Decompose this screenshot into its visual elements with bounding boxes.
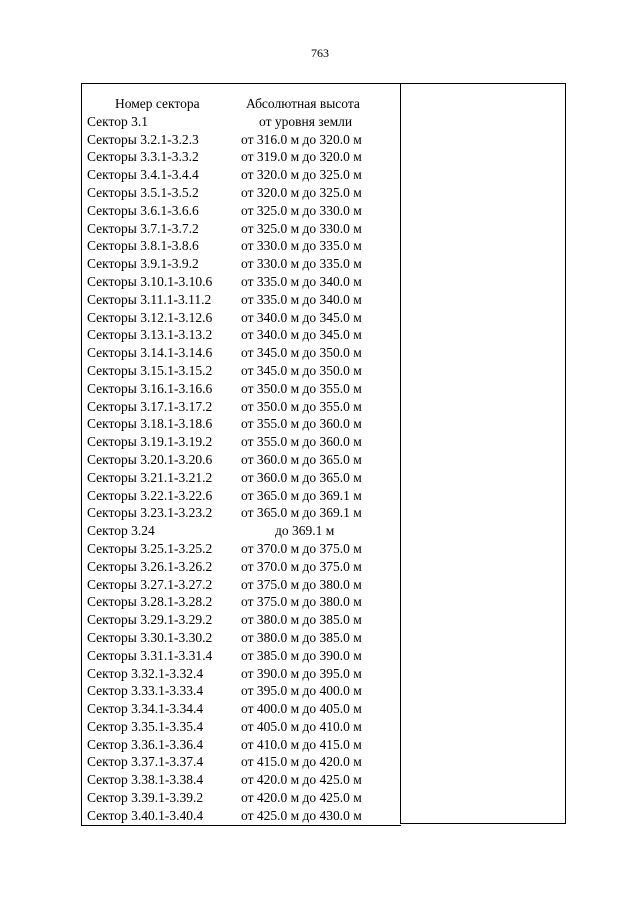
sector-cell: Сектор 3.34.1-3.34.4 [87,701,204,717]
height-cell: от 360.0 м до 365.0 м [241,451,362,467]
height-cell: от 330.0 м до 335.0 м [241,256,362,272]
table-row [81,469,400,487]
height-cell: от 420.0 м до 425.0 м [241,790,362,806]
table-row [81,487,400,505]
sector-cell: Секторы 3.20.1-3.20.6 [87,451,213,467]
table-row [81,166,400,184]
height-cell: от 390.0 м до 395.0 м [241,665,362,681]
table-row [81,451,400,469]
height-cell: от 345.0 м до 350.0 м [241,362,362,378]
height-cell: от 340.0 м до 345.0 м [241,309,362,325]
table-row [81,593,400,611]
height-cell: от 320.0 м до 325.0 м [241,167,362,183]
sector-cell: Секторы 3.15.1-3.15.2 [87,362,213,378]
height-cell: от 415.0 м до 420.0 м [241,754,362,770]
sector-cell: Сектор 3.35.1-3.35.4 [87,718,204,734]
table-row [81,789,400,807]
height-cell: от 400.0 м до 405.0 м [241,701,362,717]
sector-cell: Секторы 3.16.1-3.16.6 [87,380,213,396]
table-row [81,309,400,327]
table-row [81,700,400,718]
table-row [81,237,400,255]
table-row [81,771,400,789]
sector-cell: Секторы 3.5.1-3.5.2 [87,184,199,200]
sector-cell: Сектор 3.39.1-3.39.2 [87,790,204,806]
table-row [81,398,400,416]
height-cell: от 345.0 м до 350.0 м [241,345,362,361]
table-row [81,611,400,629]
table-row [81,682,400,700]
height-cell: от 350.0 м до 355.0 м [241,398,362,414]
table-row [81,522,400,540]
table-row [81,148,400,166]
sector-cell: Секторы 3.28.1-3.28.2 [87,594,213,610]
sector-cell: Сектор 3.37.1-3.37.4 [87,754,204,770]
table-header-row [81,95,400,113]
sector-cell: Секторы 3.10.1-3.10.6 [87,273,213,289]
table-row [81,131,400,149]
sector-cell: Секторы 3.30.1-3.30.2 [87,629,213,645]
table-row [81,433,400,451]
height-cell: от 385.0 м до 390.0 м [241,647,362,663]
table-row [81,362,400,380]
header-sector-number: Номер сектора [115,96,200,111]
table-row [81,220,400,238]
sector-cell: Секторы 3.7.1-3.7.2 [87,220,199,236]
sector-cell: Секторы 3.22.1-3.22.6 [87,487,213,503]
sector-cell: Секторы 3.23.1-3.23.2 [87,505,213,521]
sector-cell: Секторы 3.27.1-3.27.2 [87,576,213,592]
height-cell: от 370.0 м до 375.0 м [241,558,362,574]
table-right-column [400,83,566,824]
height-cell: от 375.0 м до 380.0 м [241,576,362,592]
height-cell: до 369.1 м [275,523,335,539]
sector-cell: Секторы 3.18.1-3.18.6 [87,416,213,432]
height-cell: от 319.0 м до 320.0 м [241,149,362,165]
table-row [81,380,400,398]
sector-cell: Секторы 3.31.1-3.31.4 [87,647,213,663]
table-row [81,647,400,665]
table-row [81,718,400,736]
table-row [81,184,400,202]
table-row [81,255,400,273]
table-row [81,504,400,522]
table-row [81,415,400,433]
table-row [81,576,400,594]
sector-cell: Сектор 3.40.1-3.40.4 [87,807,204,823]
height-cell: от 350.0 м до 355.0 м [241,380,362,396]
height-cell: от 320.0 м до 325.0 м [241,184,362,200]
height-cell: от 325.0 м до 330.0 м [241,202,362,218]
height-cell: от 335.0 м до 340.0 м [241,273,362,289]
sector-cell: Секторы 3.2.1-3.2.3 [87,131,199,147]
sector-cell: Секторы 3.21.1-3.21.2 [87,469,213,485]
sector-height-table [81,95,400,825]
table-row [81,736,400,754]
height-cell: от 355.0 м до 360.0 м [241,434,362,450]
sector-cell: Секторы 3.13.1-3.13.2 [87,327,213,343]
sector-cell: Секторы 3.19.1-3.19.2 [87,434,213,450]
height-cell: от 370.0 м до 375.0 м [241,540,362,556]
height-cell: от 410.0 м до 415.0 м [241,736,362,752]
table-row [81,326,400,344]
table-row [81,273,400,291]
sector-cell: Секторы 3.14.1-3.14.6 [87,345,213,361]
sector-cell: Секторы 3.26.1-3.26.2 [87,558,213,574]
sector-cell: Сектор 3.24 [87,523,155,539]
header-ground-level: от уровня земли [259,113,353,129]
table-row [81,540,400,558]
table-row [81,344,400,362]
sector-cell: Секторы 3.29.1-3.29.2 [87,612,213,628]
height-cell: от 340.0 м до 345.0 м [241,327,362,343]
table-row [81,807,400,825]
height-cell: от 425.0 м до 430.0 м [241,807,362,823]
height-cell: от 380.0 м до 385.0 м [241,629,362,645]
sector-cell: Секторы 3.8.1-3.8.6 [87,238,199,254]
table-row [81,113,400,131]
height-cell: от 335.0 м до 340.0 м [241,291,362,307]
height-cell: от 365.0 м до 369.1 м [241,487,362,503]
sector-cell: Секторы 3.11.1-3.11.2 [87,291,212,307]
table-row [81,202,400,220]
height-cell: от 365.0 м до 369.1 м [241,505,362,521]
table-row [81,753,400,771]
height-cell: от 375.0 м до 380.0 м [241,594,362,610]
height-cell: от 420.0 м до 425.0 м [241,772,362,788]
sector-cell: Сектор 3.33.1-3.33.4 [87,683,204,699]
sector-cell: Сектор 3.36.1-3.36.4 [87,736,204,752]
height-cell: от 380.0 м до 385.0 м [241,612,362,628]
table-row [81,558,400,576]
sector-cell: Секторы 3.6.1-3.6.6 [87,202,199,218]
sector-cell: Секторы 3.17.1-3.17.2 [87,398,213,414]
sector-cell: Сектор 3.32.1-3.32.4 [87,665,204,681]
height-cell: от 355.0 м до 360.0 м [241,416,362,432]
sector-cell: Сектор 3.38.1-3.38.4 [87,772,204,788]
height-cell: от 316.0 м до 320.0 м [241,131,362,147]
page-number: 763 [311,46,329,60]
sector-cell: Секторы 3.3.1-3.3.2 [87,149,199,165]
table-row [81,665,400,683]
height-cell: от 395.0 м до 400.0 м [241,683,362,699]
height-cell: от 330.0 м до 335.0 м [241,238,362,254]
sector-cell: Секторы 3.9.1-3.9.2 [87,256,199,272]
sector-cell: Секторы 3.12.1-3.12.6 [87,309,213,325]
sector-cell: Секторы 3.25.1-3.25.2 [87,540,213,556]
height-cell: от 325.0 м до 330.0 м [241,220,362,236]
height-cell: от 360.0 м до 365.0 м [241,469,362,485]
table-row [81,629,400,647]
height-cell: от 405.0 м до 410.0 м [241,718,362,734]
table-row [81,291,400,309]
sector-cell: Сектор 3.1 [87,113,149,129]
sector-cell: Секторы 3.4.1-3.4.4 [87,167,199,183]
header-absolute-height: Абсолютная высота [246,96,360,111]
